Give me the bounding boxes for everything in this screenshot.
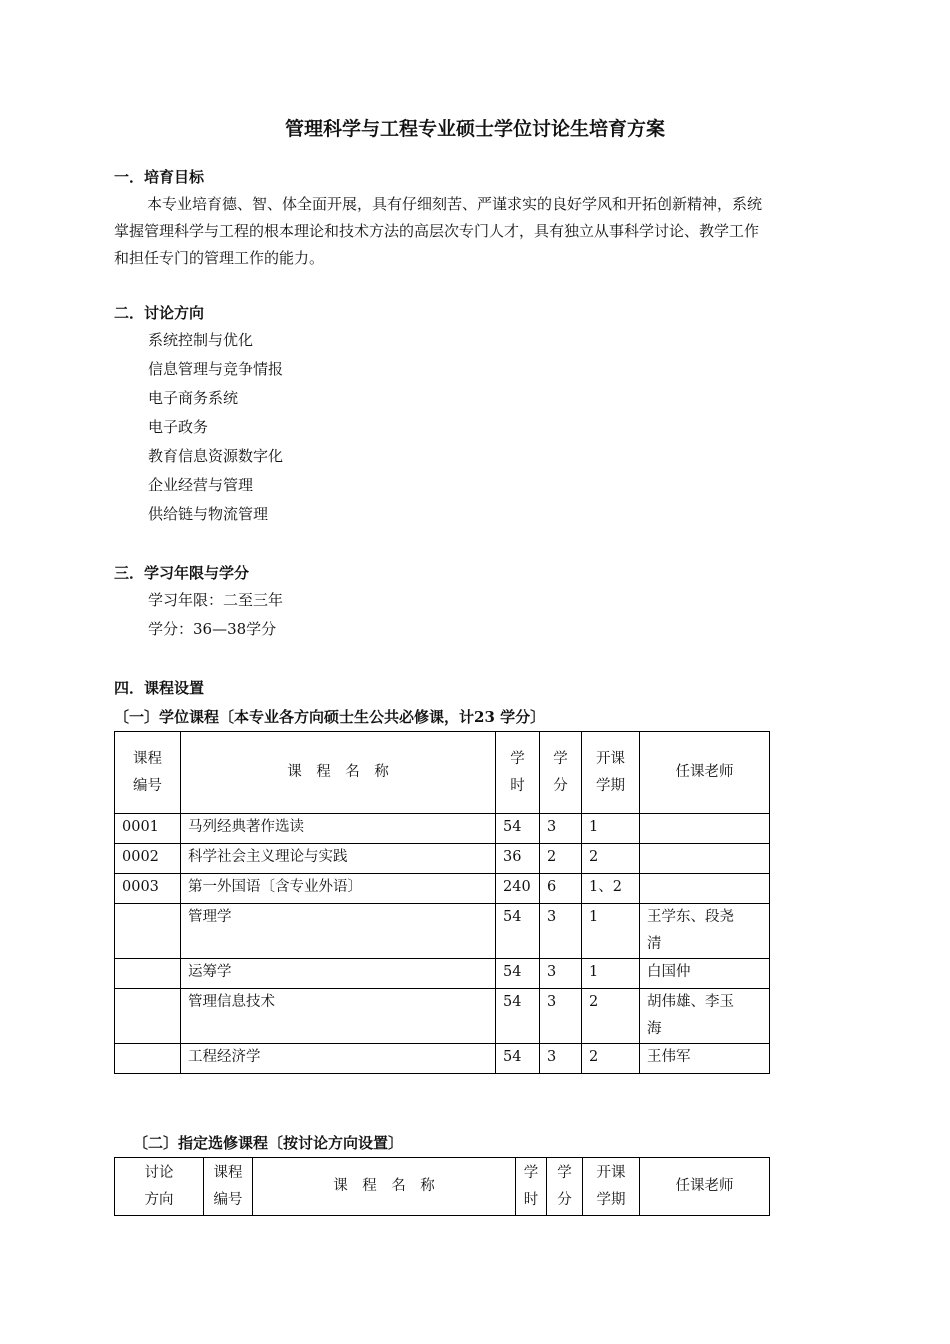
cell-credits: 3 bbox=[540, 1044, 582, 1074]
cell-name: 第一外国语〔含专业外语〕 bbox=[181, 874, 496, 904]
cell-term: 2 bbox=[582, 844, 640, 874]
table-row bbox=[115, 989, 770, 1044]
section-heading-goals: 一．培育目标 bbox=[114, 168, 205, 186]
cell-teacher: 王伟军 bbox=[640, 1044, 770, 1074]
cell-name: 管理学 bbox=[181, 904, 496, 959]
header-hours: 学 时 bbox=[516, 1158, 547, 1216]
cell-hours: 240 bbox=[496, 874, 540, 904]
table-row bbox=[115, 1044, 770, 1074]
cell-credits: 2 bbox=[540, 844, 582, 874]
table-row bbox=[115, 844, 770, 874]
study-years: 学习年限：二至三年 bbox=[148, 591, 284, 609]
cell-credits: 3 bbox=[540, 989, 582, 1044]
cell-code bbox=[115, 1044, 181, 1074]
cell-hours: 54 bbox=[496, 904, 540, 959]
direction-item: 供给链与物流管理 bbox=[148, 505, 269, 523]
cell-code bbox=[115, 989, 181, 1044]
direction-item: 系统控制与优化 bbox=[148, 331, 254, 349]
cell-hours: 36 bbox=[496, 844, 540, 874]
cell-teacher bbox=[640, 844, 770, 874]
header-hours: 学 时 bbox=[496, 732, 540, 814]
cell-name: 马列经典著作选读 bbox=[181, 814, 496, 844]
direction-item: 企业经营与管理 bbox=[148, 476, 254, 494]
goals-paragraph bbox=[114, 191, 838, 272]
cell-teacher: 白国仲 bbox=[640, 959, 770, 989]
degree-courses-table bbox=[114, 731, 770, 1074]
cell-code bbox=[115, 904, 181, 959]
cell-code: 0002 bbox=[115, 844, 181, 874]
cell-credits: 3 bbox=[540, 959, 582, 989]
direction-item: 教育信息资源数字化 bbox=[148, 447, 284, 465]
section-heading-courses: 四．课程设置 bbox=[114, 679, 205, 697]
header-course-code: 课程 编号 bbox=[204, 1158, 253, 1216]
cell-name: 科学社会主义理论与实践 bbox=[181, 844, 496, 874]
cell-teacher: 胡伟雄、李玉 海 bbox=[640, 989, 770, 1044]
table-row bbox=[115, 959, 770, 989]
header-teacher: 任课老师 bbox=[640, 1158, 770, 1216]
cell-teacher: 王学东、段尧 清 bbox=[640, 904, 770, 959]
header-course-code: 课程 编号 bbox=[115, 732, 181, 814]
credit-range: 学分：36—38学分 bbox=[148, 620, 277, 638]
elective-courses-table bbox=[114, 1157, 770, 1216]
goals-line: 和担任专门的管理工作的能力。 bbox=[114, 249, 325, 267]
cell-name: 工程经济学 bbox=[181, 1044, 496, 1074]
cell-code: 0001 bbox=[115, 814, 181, 844]
header-credits: 学 分 bbox=[547, 1158, 583, 1216]
header-credits: 学 分 bbox=[540, 732, 582, 814]
header-direction: 讨论 方向 bbox=[115, 1158, 204, 1216]
table-row bbox=[115, 874, 770, 904]
cell-term: 1 bbox=[582, 959, 640, 989]
cell-term: 2 bbox=[582, 1044, 640, 1074]
table-row bbox=[115, 814, 770, 844]
table-header-row bbox=[115, 732, 770, 814]
header-course-name: 课 程 名 称 bbox=[181, 732, 496, 814]
direction-item: 电子商务系统 bbox=[148, 389, 239, 407]
cell-code bbox=[115, 959, 181, 989]
degree-courses-subheading: 〔一〕学位课程〔本专业各方向硕士生公共必修课，计23 学分〕 bbox=[114, 708, 546, 726]
cell-code: 0003 bbox=[115, 874, 181, 904]
cell-name: 管理信息技术 bbox=[181, 989, 496, 1044]
page-title: 管理科学与工程专业硕士学位讨论生培育方案 bbox=[284, 118, 665, 140]
cell-teacher bbox=[640, 814, 770, 844]
cell-term: 1、2 bbox=[582, 874, 640, 904]
section-heading-duration: 三．学习年限与学分 bbox=[114, 564, 250, 582]
cell-hours: 54 bbox=[496, 959, 540, 989]
cell-term: 2 bbox=[582, 989, 640, 1044]
cell-teacher bbox=[640, 874, 770, 904]
header-term: 开课 学期 bbox=[582, 732, 640, 814]
elective-courses-subheading: 〔二〕指定选修课程〔按讨论方向设置〕 bbox=[133, 1134, 404, 1152]
header-term: 开课 学期 bbox=[583, 1158, 640, 1216]
cell-credits: 6 bbox=[540, 874, 582, 904]
header-course-name: 课 程 名 称 bbox=[253, 1158, 516, 1216]
table-header-row bbox=[115, 1158, 770, 1216]
cell-credits: 3 bbox=[540, 814, 582, 844]
cell-credits: 3 bbox=[540, 904, 582, 959]
table-row bbox=[115, 904, 770, 959]
section-heading-directions: 二．讨论方向 bbox=[114, 304, 205, 322]
cell-name: 运筹学 bbox=[181, 959, 496, 989]
cell-term: 1 bbox=[582, 904, 640, 959]
cell-hours: 54 bbox=[496, 814, 540, 844]
goals-line: 本专业培育德、智、体全面开展，具有仔细刻苦、严谨求实的良好学风和开拓创新精神，系统 bbox=[147, 195, 763, 213]
direction-item: 电子政务 bbox=[148, 418, 209, 436]
cell-hours: 54 bbox=[496, 989, 540, 1044]
cell-term: 1 bbox=[582, 814, 640, 844]
cell-hours: 54 bbox=[496, 1044, 540, 1074]
header-teacher: 任课老师 bbox=[640, 732, 770, 814]
goals-line: 掌握管理科学与工程的根本理论和技术方法的高层次专门人才，具有独立从事科学讨论、教学工作 bbox=[114, 222, 760, 240]
direction-item: 信息管理与竞争情报 bbox=[148, 360, 284, 378]
